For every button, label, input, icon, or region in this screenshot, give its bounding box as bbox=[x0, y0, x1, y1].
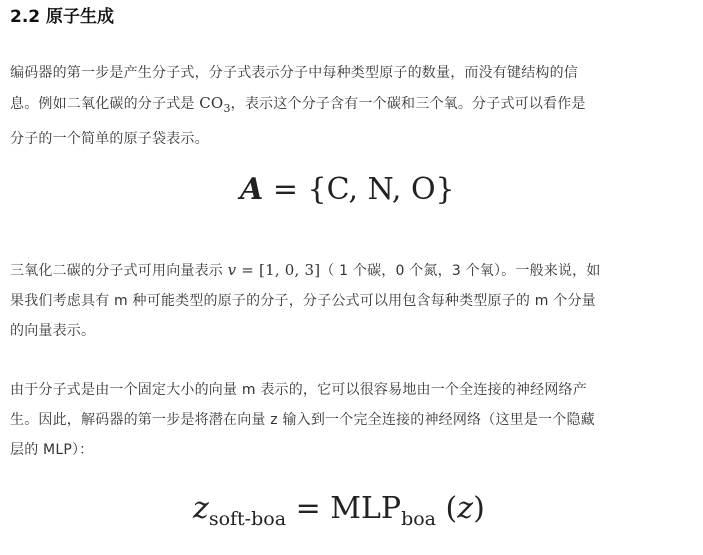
paragraph-line bbox=[10, 255, 680, 286]
paragraph-molecular-formula bbox=[10, 58, 680, 154]
paragraph-line: 果我们考虑具有 m 种可能类型的原子的分子，分子公式可以用包含每种类型原子的 m 个分量 bbox=[10, 293, 596, 309]
equation-atom-set bbox=[240, 168, 455, 212]
equation-lhs-subscript: soft-boa bbox=[208, 508, 287, 530]
formula-subscript: 3 bbox=[223, 102, 231, 115]
paragraph-line: 编码器的第一步是产生分子式，分子式表示分子中每种类型原子的数量，而没有键结构的信 bbox=[10, 65, 578, 81]
equation-paren-open: ( bbox=[436, 491, 458, 526]
paragraph-line: 生。因此，解码器的第一步是将潜在向量 z 输入到一个完全连接的神经网络（这里是一个隐藏 bbox=[10, 412, 595, 428]
text-segment: （ 1 个碳，0 个氮，3 个氧）。一般来说，如 bbox=[320, 263, 601, 279]
text-segment: 息。例如二氧化碳的分子式是 bbox=[10, 96, 200, 112]
equation-equals: = bbox=[286, 491, 331, 526]
paragraph-line: 由于分子式是由一个固定大小的向量 m 表示的，它可以很容易地由一个全连接的神经网络产 bbox=[10, 382, 587, 398]
equation-rhs: = {C, N, O} bbox=[263, 172, 455, 207]
equation-function: MLP bbox=[330, 491, 402, 526]
paragraph-decoder-mlp bbox=[10, 375, 680, 465]
text-segment: ，表示这个分子含有一个碳和三个氧。分子式可以看作是 bbox=[230, 96, 586, 112]
formula-text: CO bbox=[199, 94, 224, 112]
section-heading: 2.2 原子生成 bbox=[10, 7, 115, 27]
paragraph-line: 分子的一个简单的原子袋表示。 bbox=[10, 131, 209, 147]
equation-mlp-boa bbox=[193, 487, 485, 541]
paragraph-vector-representation bbox=[10, 255, 680, 346]
paragraph-line: 层的 MLP）： bbox=[10, 442, 94, 458]
equation-lhs-variable: z bbox=[193, 491, 209, 526]
inline-formula-co3 bbox=[199, 94, 231, 115]
vector-variable: v bbox=[227, 261, 237, 279]
equation-lhs: A bbox=[240, 172, 264, 207]
equation-argument: z bbox=[457, 491, 474, 526]
text-segment: 三氧化二碳的分子式可用向量表示 bbox=[10, 263, 228, 279]
inline-vector-formula bbox=[228, 261, 321, 279]
paragraph-line bbox=[10, 88, 680, 124]
equation-paren-close: ) bbox=[473, 491, 485, 526]
vector-value: = [1, 0, 3] bbox=[236, 261, 321, 279]
paragraph-line: 的向量表示。 bbox=[10, 323, 96, 339]
equation-function-subscript: boa bbox=[401, 508, 437, 530]
